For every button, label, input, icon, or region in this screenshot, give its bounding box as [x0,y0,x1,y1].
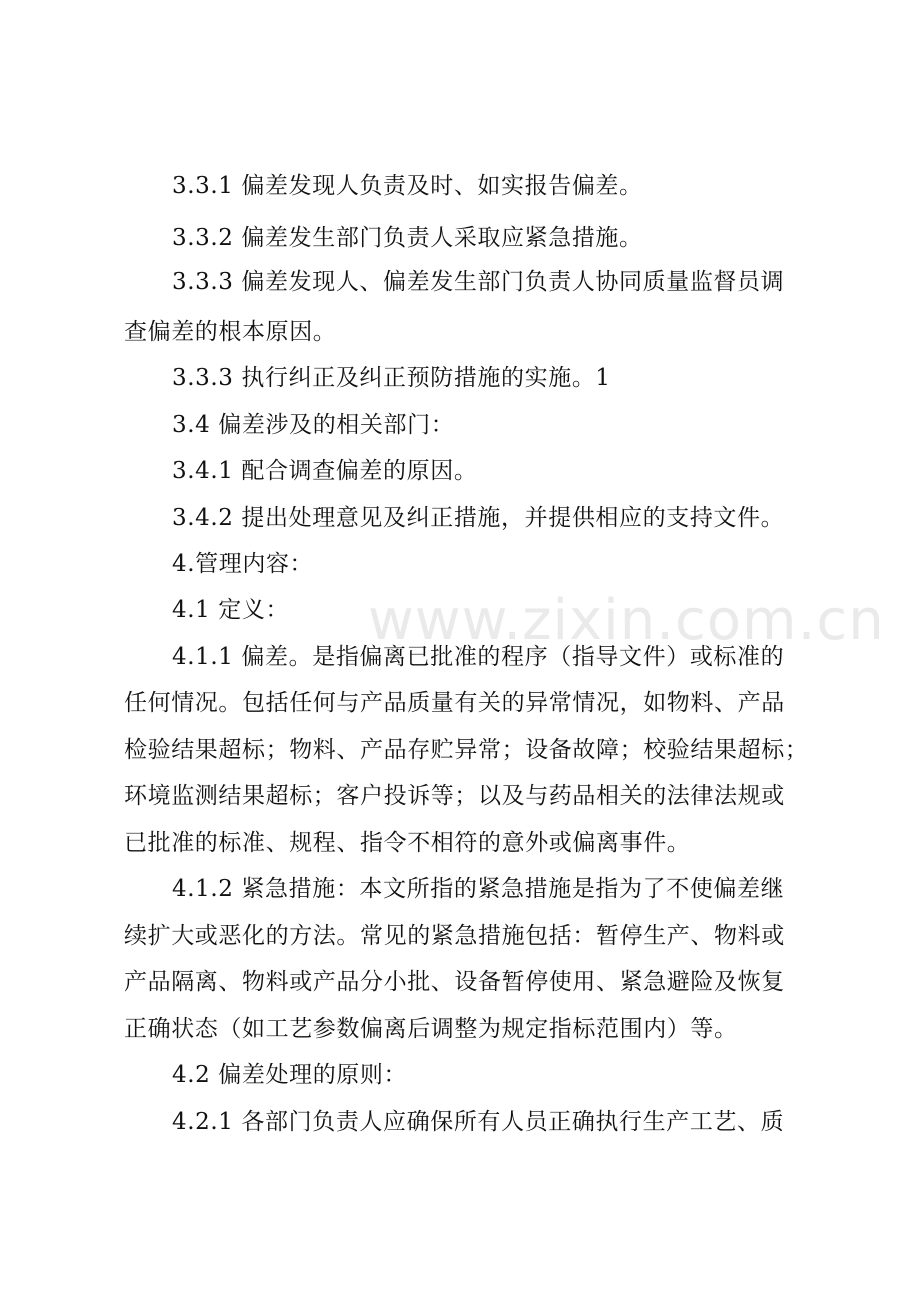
heading-3-4: 3.4 偏差涉及的相关部门： [172,412,455,438]
heading-4-2: 4.2 偏差处理的原则： [172,1062,408,1088]
heading-4: 4.管理内容： [172,551,314,577]
paragraph-3-3-3-line-2: 查偏差的根本原因。 [124,319,337,345]
paragraph-4-1-1-line-1: 4.1.1 偏差。是指偏离已批准的程序（指导文件）或标准的 [172,644,785,670]
paragraph-4-1-1-line-5: 已批准的标准、规程、指令不相符的意外或偏离事件。 [124,830,691,856]
paragraph-3-3-3-line-1: 3.3.3 偏差发现人、偏差发生部门负责人协同质量监督员调 [172,269,785,295]
paragraph-4-1-2-line-1: 4.1.2 紧急措施：本文所指的紧急措施是指为了不使偏差继 [172,876,785,902]
paragraph-4-1-2-line-2: 续扩大或恶化的方法。常见的紧急措施包括：暂停生产、物料或 [124,923,785,949]
paragraph-3-3-3b: 3.3.3 执行纠正及纠正预防措施的实施。1 [172,365,611,391]
paragraph-3-3-1: 3.3.1 偏差发现人负责及时、如实报告偏差。 [172,173,643,199]
paragraph-4-2-1-line-1: 4.2.1 各部门负责人应确保所有人员正确执行生产工艺、质 [172,1109,785,1135]
paragraph-4-1-1-line-2: 任何情况。包括任何与产品质量有关的异常情况，如物料、产品 [124,690,785,716]
paragraph-4-1-2-line-4: 正确状态（如工艺参数偏离后调整为规定指标范围内）等。 [124,1016,738,1042]
paragraph-4-1-2-line-3: 产品隔离、物料或产品分小批、设备暂停使用、紧急避险及恢复 [124,969,785,995]
paragraph-4-1-1-line-3: 检验结果超标；物料、产品存贮异常；设备故障；校验结果超标； [124,737,809,763]
paragraph-3-3-2: 3.3.2 偏差发生部门负责人采取应紧急措施。 [172,225,643,251]
watermark: www.zixin.com.cn [368,588,885,653]
paragraph-3-4-1: 3.4.1 配合调查偏差的原因。 [172,458,478,484]
paragraph-3-4-2: 3.4.2 提出处理意见及纠正措施，并提供相应的支持文件。 [172,505,785,531]
paragraph-4-1-1-line-4: 环境监测结果超标；客户投诉等；以及与药品相关的法律法规或 [124,783,785,809]
heading-4-1: 4.1 定义： [172,597,290,623]
